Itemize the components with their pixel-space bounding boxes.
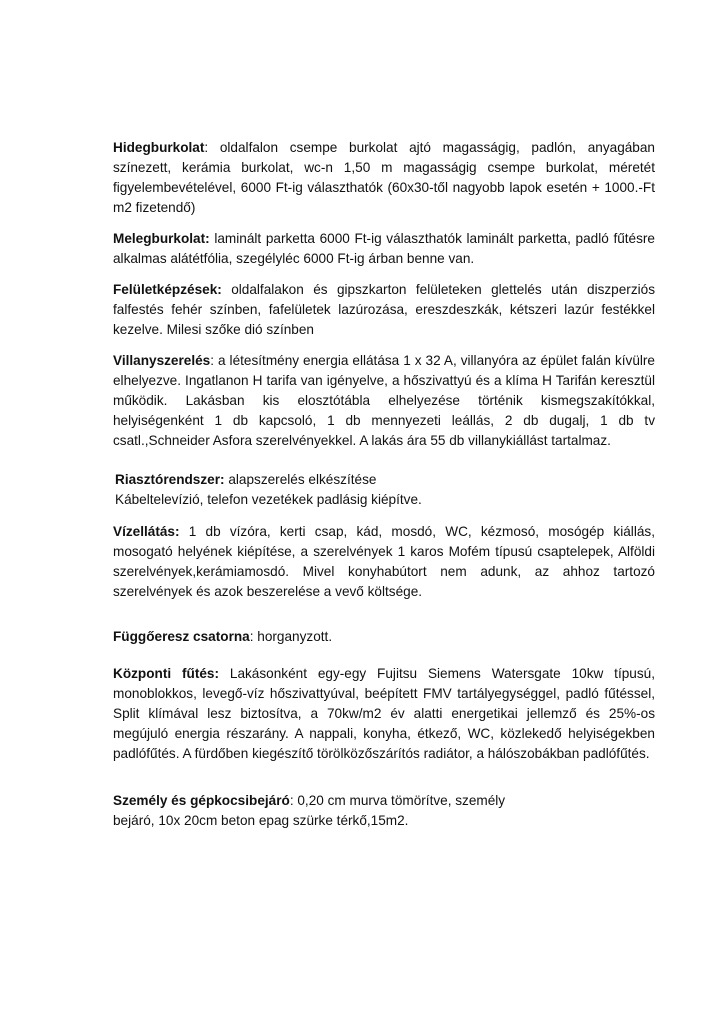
section-label: Riasztórendszer:	[115, 472, 225, 487]
section-kozponti-futes	[113, 664, 655, 764]
section-label: Függőeresz csatorna	[113, 629, 250, 644]
section-text: Lakásonként egy-egy Fujitsu Siemens Watersgate 10kw típusú, monoblokkos, levegő-víz hőszivattyúval, beépített FMV tartályegységgel, padló fűtéssel, Split klímával lesz biztosítva, a 70kw/m2 év alatti energetikai jellemző és 25%-os megújuló energia részarány. A nappali, konyha, étkező, WC, közlekedő helyiségekben padlófűtés. A fürdőben kiegészítő törölközőszárítós radiátor, a hálószobákban padlófűtés.	[113, 666, 655, 761]
section-label: Melegburkolat:	[113, 231, 210, 246]
section-text: 1 db vízóra, kerti csap, kád, mosdó, WC, kézmosó, mosógép kiállás, mosogató helyének kiépítése, a szerelvények 1 karos Mofém típusú csaptelepek, Alföldi szerelvények,kerámiamosdó. Mivel konyhabútort nem adunk, az ahhoz tartozó szerelvények és azok beszerelése a vevő költsége.	[113, 524, 655, 599]
section-text: alapszerelés elkészítése	[224, 472, 377, 487]
section-riasztorendszer	[115, 470, 657, 510]
section-text: : a létesítmény energia ellátása 1 x 32 A, villanyóra az épület falán kívülre elhelyezve. Ingatlanon H tarifa van igényelve, a hőszivattyú és a klíma H Tarifán keresztül működik. Lakásban kis elosztótábla elhelyezése történik kismegszakítókkal, helyiségenként 1 db kapcsoló, 1 db mennyezeti leállás, 2 db dugalj, 1 db tv csatl.,Schneider Asfora szerelvényekkel. A lakás ára 55 db villanykiállást tartalmaz.	[113, 353, 655, 448]
section-label: Központi fűtés:	[113, 666, 220, 681]
section-fuggoeresz-csatorna	[113, 627, 655, 647]
section-text: : 0,20 cm murva tömörítve, személy	[289, 793, 506, 808]
section-label: Vízellátás:	[113, 524, 180, 539]
section-text-line2: bejáró, 10x 20cm beton epag szürke térkő,15m2.	[113, 813, 409, 828]
section-text: : horganyzott.	[249, 629, 333, 644]
section-melegburkolat	[113, 229, 655, 269]
section-text: oldalfalakon és gipszkarton felületeken glettelés után diszperziós falfestés fehér színben, fafelületek lazúrozása, ereszdeszkák, kétszeri lazúr festékkel kezelve. Milesi szőke dió színben	[113, 282, 655, 337]
section-szemely-es-gepkocsibejaro	[113, 791, 655, 831]
section-vizellatas	[113, 522, 655, 602]
section-label: Felületképzések:	[113, 282, 222, 297]
section-hidegburkolat	[113, 138, 655, 218]
section-villanyszereles	[113, 351, 655, 451]
section-feluletkepzesek	[113, 280, 655, 340]
section-text: laminált parketta 6000 Ft-ig választhatók laminált parketta, padló fűtésre alkalmas alátétfólia, szegélyléc 6000 Ft-ig árban benne van.	[113, 231, 655, 266]
section-label: Villanyszerelés	[113, 353, 211, 368]
section-label: Hidegburkolat	[113, 140, 205, 155]
section-label: Személy és gépkocsibejáró	[113, 793, 290, 808]
section-text: : oldalfalon csempe burkolat ajtó magasságig, padlón, anyagában színezett, kerámia burkolat, wc-n 1,50 m magasságig csempe burkolat, méretét figyelembevételével, 6000 Ft-ig választhatók (60x30-től nagyobb lapok esetén + 1000.-Ft m2 fizetendő)	[113, 140, 655, 215]
section-text-line2: Kábeltelevízió, telefon vezetékek padlásig kiépítve.	[115, 492, 422, 507]
